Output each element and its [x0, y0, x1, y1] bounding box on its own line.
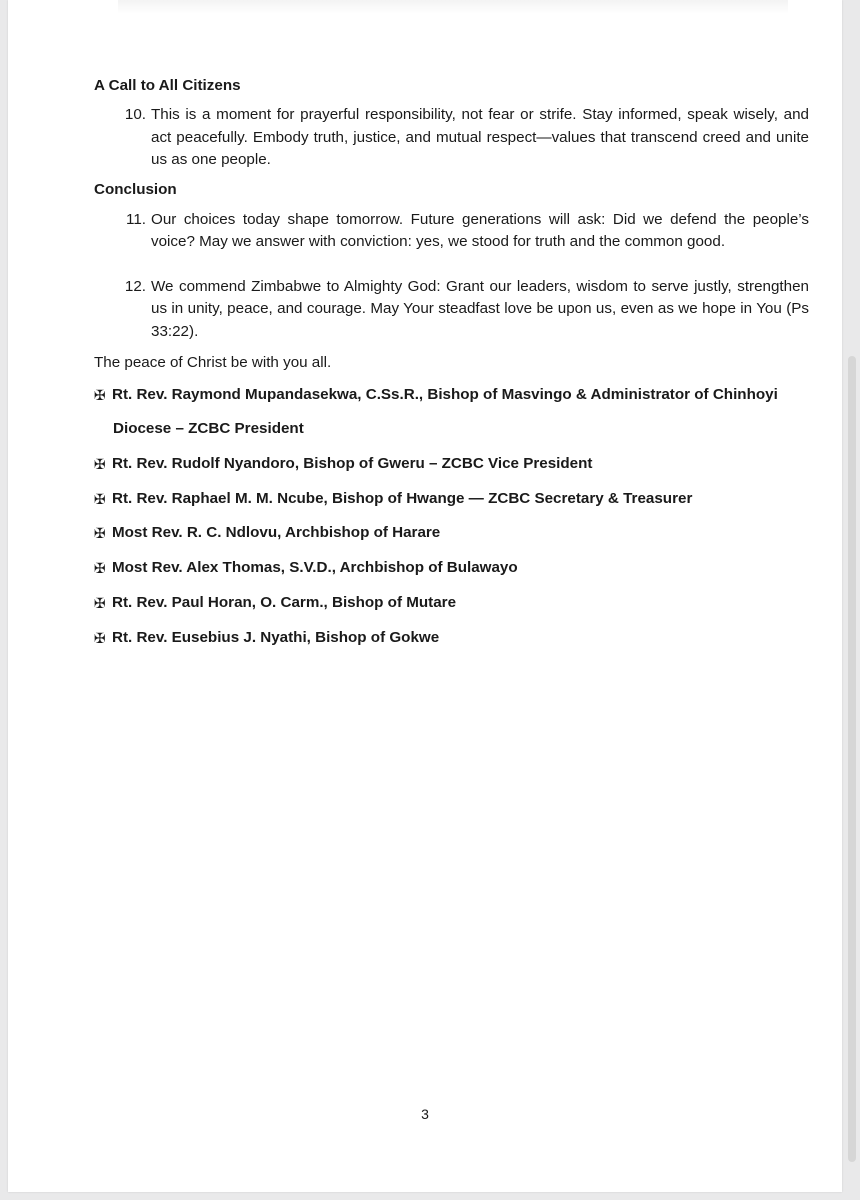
- cross-icon: ✠: [94, 525, 106, 541]
- previous-page-edge: [118, 0, 788, 14]
- heading-conclusion: Conclusion: [94, 180, 177, 198]
- cross-icon: ✠: [94, 630, 106, 646]
- signatory-3: [94, 489, 809, 509]
- signatory-5: [94, 558, 809, 578]
- signatory-6: [94, 593, 809, 613]
- signatory-2-text: Rt. Rev. Rudolf Nyandoro, Bishop of Gweru – ZCBC Vice President: [112, 455, 593, 472]
- cross-icon: ✠: [94, 595, 106, 611]
- signatory-7-text: Rt. Rev. Eusebius J. Nyathi, Bishop of Gokwe: [112, 629, 440, 646]
- paragraph-11-text: Our choices today shape tomorrow. Future generations will ask: Did we defend the people’s voice? May we answer with conviction: yes, we stood for truth and the common good.: [151, 210, 809, 250]
- signatory-7: [94, 628, 809, 648]
- cross-icon: ✠: [94, 387, 106, 403]
- paragraph-number: 12.: [124, 277, 146, 295]
- signatory-1-line-1: Rt. Rev. Raymond Mupandasekwa, C.Ss.R., Bishop of Masvingo & Administrator of Chinhoyi: [112, 386, 778, 403]
- signatory-4: [94, 523, 809, 543]
- paragraph-text: [146, 104, 809, 172]
- document-page: [8, 0, 842, 1192]
- page-content: [94, 76, 809, 648]
- cross-icon: ✠: [94, 456, 106, 472]
- heading-call-to-citizens: A Call to All Citizens: [94, 77, 241, 94]
- paragraph-number: 10.: [124, 106, 146, 123]
- scrollbar[interactable]: [848, 356, 856, 1162]
- signatory-3-text: Rt. Rev. Raphael M. M. Ncube, Bishop of Hwange — ZCBC Secretary & Treasurer: [112, 490, 693, 507]
- paragraph-number: 11.: [126, 210, 146, 228]
- paragraph-12-text: We commend Zimbabwe to Almighty God: Grant our leaders, wisdom to serve justly, strengthen us in unity, peace, and courage. May Your steadfast love be upon us, even as we hope in You (Ps 33:22).: [151, 277, 809, 340]
- signatory-5-text: Most Rev. Alex Thomas, S.V.D., Archbishop of Bulawayo: [112, 559, 518, 576]
- paragraph-11: [94, 209, 809, 254]
- signatory-1-line-2: Diocese – ZCBC President: [113, 420, 304, 437]
- page-number: 3: [421, 1106, 429, 1122]
- paragraph-12: [94, 276, 809, 344]
- paragraph-10-text: This is a moment for prayerful responsibility, not fear or strife. Stay informed, speak wisely, and act peacefully. Embody truth, justice, and mutual respect—values that transcend creed and unite us as one people.: [151, 106, 809, 168]
- paragraph-10: [94, 104, 809, 172]
- signatory-4-text: Most Rev. R. C. Ndlovu, Archbishop of Harare: [112, 524, 441, 541]
- cross-icon: ✠: [94, 560, 106, 576]
- paragraph-text: [146, 209, 809, 254]
- peace-line: The peace of Christ be with you all.: [94, 354, 332, 371]
- paragraph-text: [146, 276, 809, 344]
- signatory-6-text: Rt. Rev. Paul Horan, O. Carm., Bishop of Mutare: [112, 594, 457, 611]
- signatory-1: [94, 385, 809, 405]
- signatory-2: [94, 454, 809, 474]
- cross-icon: ✠: [94, 491, 106, 507]
